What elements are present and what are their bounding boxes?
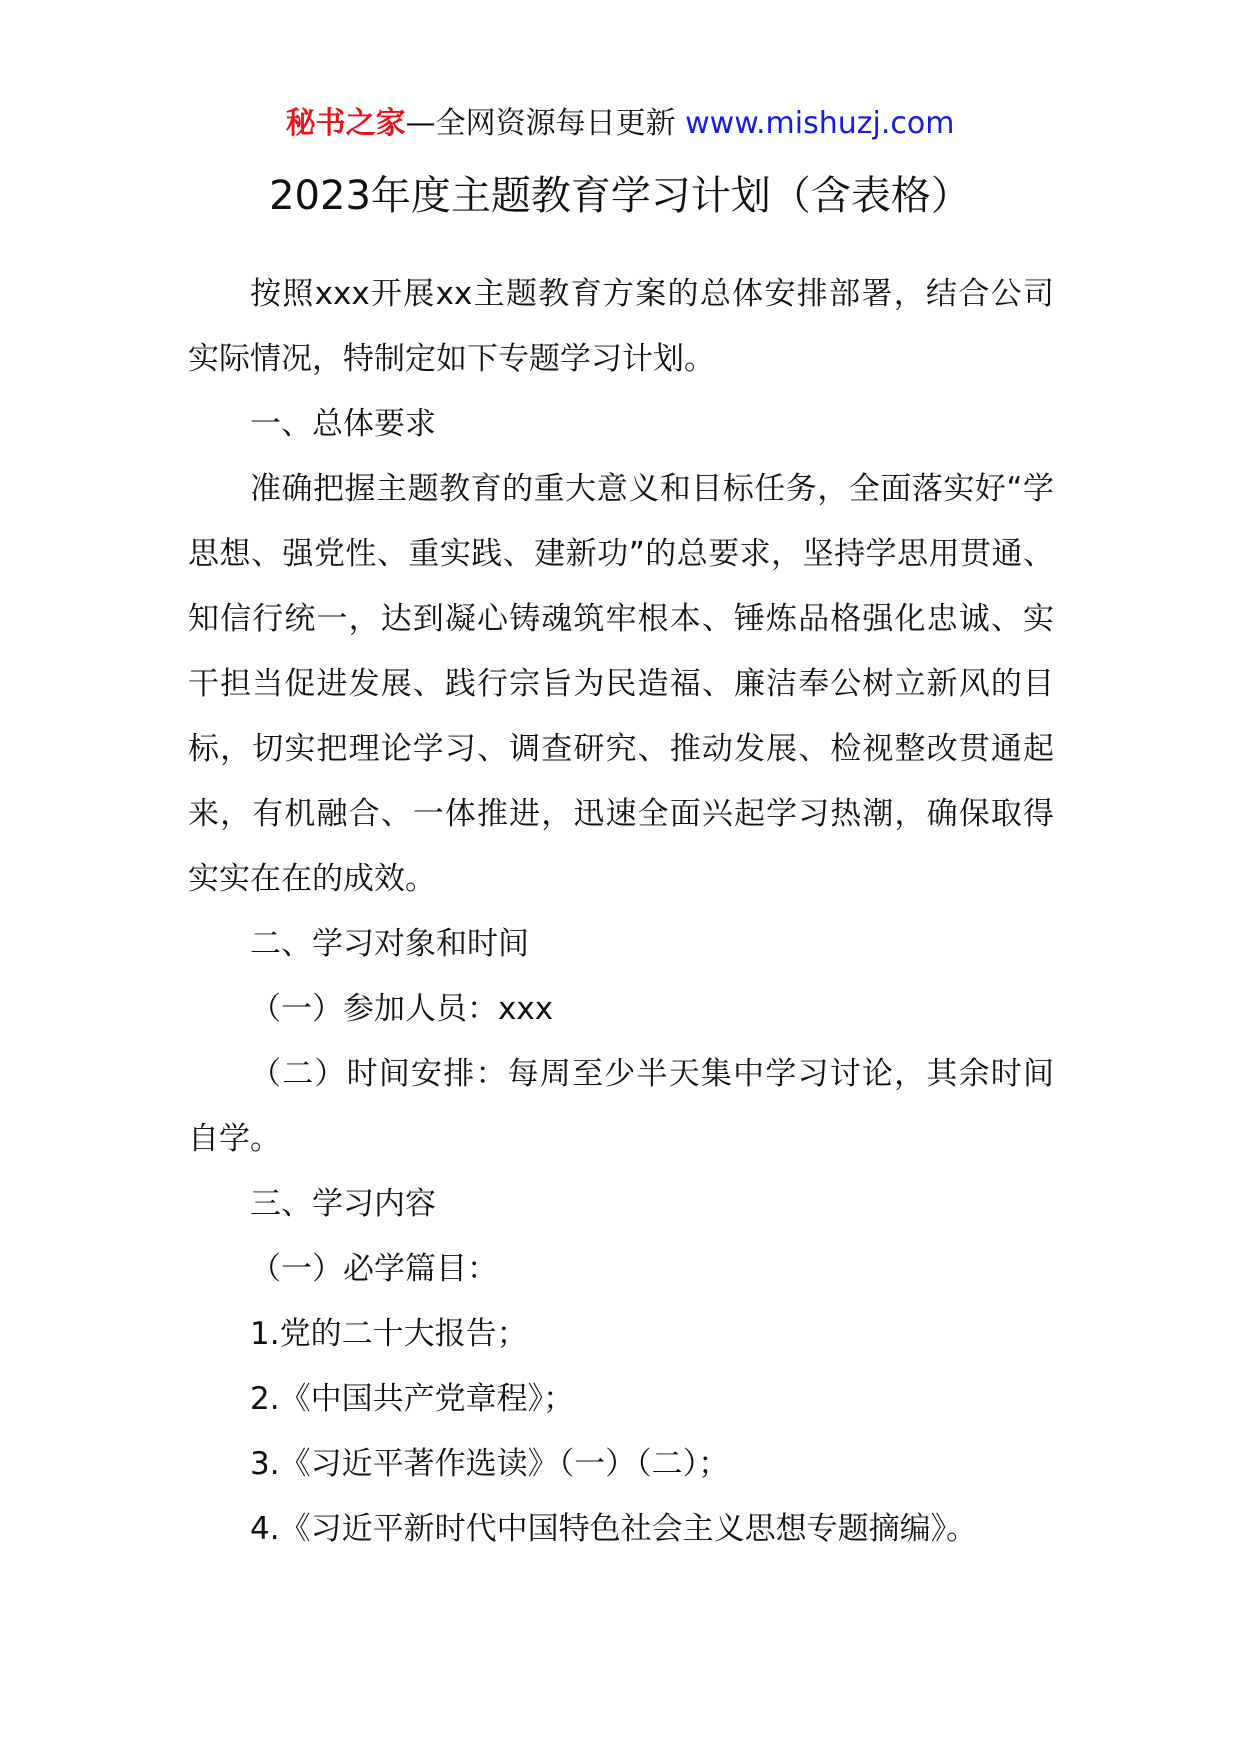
required-readings-heading: （一）必学篇目： [250, 1251, 498, 1287]
section-heading-general-requirements: 一、总体要求 [250, 406, 436, 442]
reading-list-item: 2.《中国共产党章程》； [250, 1381, 575, 1417]
reading-list-item: 3.《习近平著作选读》（一）（二）； [250, 1446, 730, 1482]
reading-list-item: 4.《习近平新时代中国特色社会主义思想专题摘编》。 [250, 1511, 978, 1547]
schedule-item: （二）时间安排：每周至少半天集中学习讨论，其余时间自学。 [188, 1056, 1054, 1157]
participants-item: （一）参加人员：xxx [250, 991, 554, 1027]
intro-paragraph: 按照xxx开展xx主题教育方案的总体安排部署，结合公司实际情况，特制定如下专题学习计划。 [188, 276, 1054, 377]
document-title: 2023年度主题教育学习计划（含表格） [269, 173, 971, 219]
reading-list-item: 1.党的二十大报告； [250, 1316, 528, 1352]
document-body [188, 262, 1054, 1562]
section-heading-participants-and-time: 二、学习对象和时间 [250, 926, 529, 962]
section-heading-study-content: 三、学习内容 [250, 1186, 436, 1222]
general-requirements-paragraph: 准确把握主题教育的重大意义和目标任务，全面落实好“学思想、强党性、重实践、建新功”的总要求，坚持学思用贯通、知信行统一，达到凝心铸魂筑牢根本、锤炼品格强化忠诚、实干担当促进发展、践行宗旨为民造福、廉洁奉公树立新风的目标，切实把理论学习、调查研究、推动发展、检视整改贯通起来，有机融合、一体推进，迅速全面兴起学习热潮，确保取得实实在在的成效。 [188, 471, 1054, 897]
site-url-link[interactable]: www.mishuzj.com [685, 106, 955, 141]
brand-name: 秘书之家 [285, 106, 406, 141]
header-tagline: —全网资源每日更新 [405, 106, 676, 141]
site-header [0, 104, 1240, 144]
